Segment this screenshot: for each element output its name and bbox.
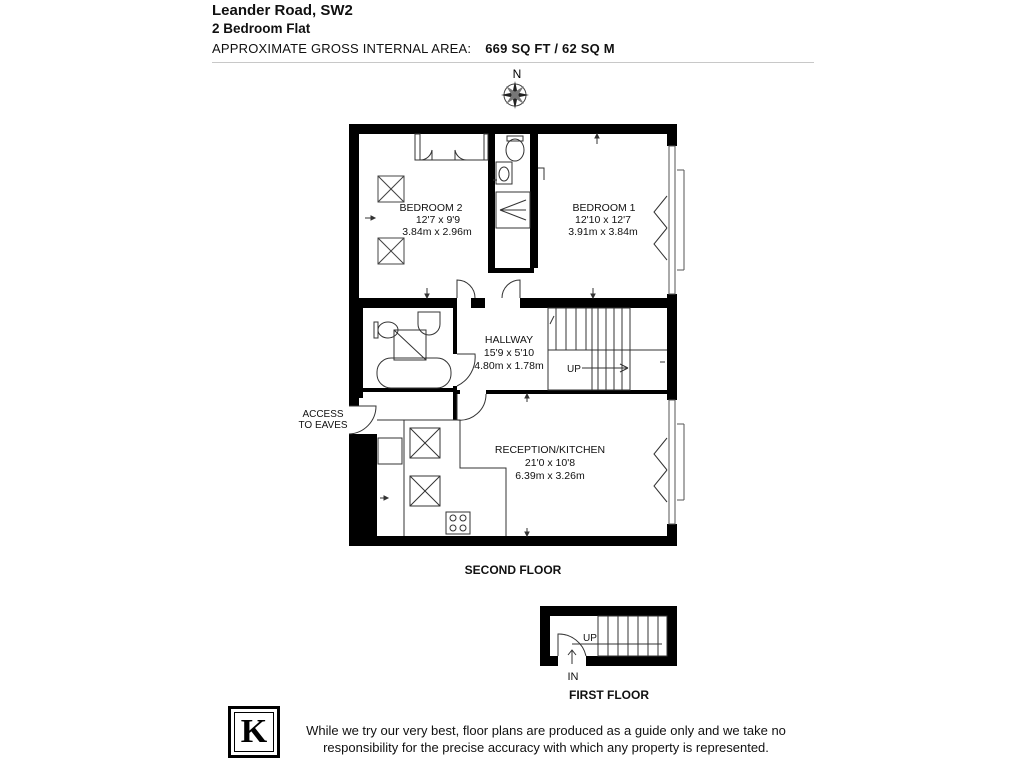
basin-icon — [418, 312, 440, 335]
door-bedroom-1 — [502, 280, 520, 298]
room-name-bedroom-1: BEDROOM 1 — [572, 202, 636, 214]
room-imperial-hallway: 15'9 x 5'10 — [483, 347, 535, 359]
room-metric-reception: 6.39m x 3.26m — [515, 470, 585, 482]
first-floor-stairs-up-label: UP — [583, 633, 597, 644]
room-metric-hallway: 4.80m x 1.78m — [474, 360, 544, 372]
disclaimer-line-1: While we try our very best, floor plans are produced as a guide only and we take no — [306, 723, 786, 738]
internal-walls — [349, 134, 677, 420]
toilet-icon — [506, 139, 524, 161]
door-reception — [457, 394, 486, 420]
access-label-line-2: TO EAVES — [298, 420, 348, 431]
bedroom-1-french-doors — [654, 196, 667, 502]
door-eaves — [349, 406, 376, 434]
bathroom-fixtures — [374, 312, 451, 388]
room-name-reception: RECEPTION/KITCHEN — [494, 444, 606, 456]
entry-arrow-icon — [568, 650, 576, 664]
agency-logo — [228, 706, 280, 758]
first-floor-plan — [540, 606, 677, 700]
second-floor-plan — [298, 124, 684, 577]
gross-area-label: APPROXIMATE GROSS INTERNAL AREA: — [212, 41, 472, 56]
second-floor-label: SECOND FLOOR — [464, 563, 562, 577]
hob-icon — [446, 512, 470, 534]
gross-area-value: 669 SQ FT / 62 SQ M — [485, 41, 615, 56]
disclaimer — [286, 722, 806, 756]
wardrobe — [415, 134, 488, 160]
disclaimer-line-2: responsibility for the precise accuracy with which any property is represented. — [323, 740, 769, 755]
room-imperial-reception: 21'0 x 10'8 — [524, 457, 576, 469]
skylights-bedroom-2 — [378, 176, 404, 264]
room-imperial-bedroom-1: 12'10 x 12'7 — [575, 214, 631, 226]
staircase — [548, 308, 667, 390]
compass-icon — [501, 67, 529, 109]
stairs-up-label: UP — [567, 364, 581, 375]
property-title: Leander Road, SW2 — [212, 2, 353, 19]
entry-label: IN — [567, 671, 579, 683]
agency-logo-letter: K — [234, 712, 274, 752]
room-imperial-bedroom-2: 12'7 x 9'9 — [415, 214, 461, 226]
first-floor-label: FIRST FLOOR — [569, 688, 649, 700]
property-subtitle: 2 Bedroom Flat — [212, 21, 311, 36]
kitchen-sink-icon — [378, 438, 402, 464]
room-metric-bedroom-1: 3.91m x 3.84m — [568, 226, 638, 238]
room-name-bedroom-2: BEDROOM 2 — [399, 202, 463, 214]
door-bathroom — [457, 354, 475, 386]
room-name-hallway: HALLWAY — [484, 334, 534, 346]
door-bedroom-2 — [457, 280, 475, 298]
compass-north-label: N — [512, 67, 522, 81]
access-label-line-1: ACCESS — [302, 409, 344, 420]
room-metric-bedroom-2: 3.84m x 2.96m — [402, 226, 472, 238]
kitchen-fixtures — [377, 420, 506, 536]
bath-icon — [377, 358, 451, 388]
